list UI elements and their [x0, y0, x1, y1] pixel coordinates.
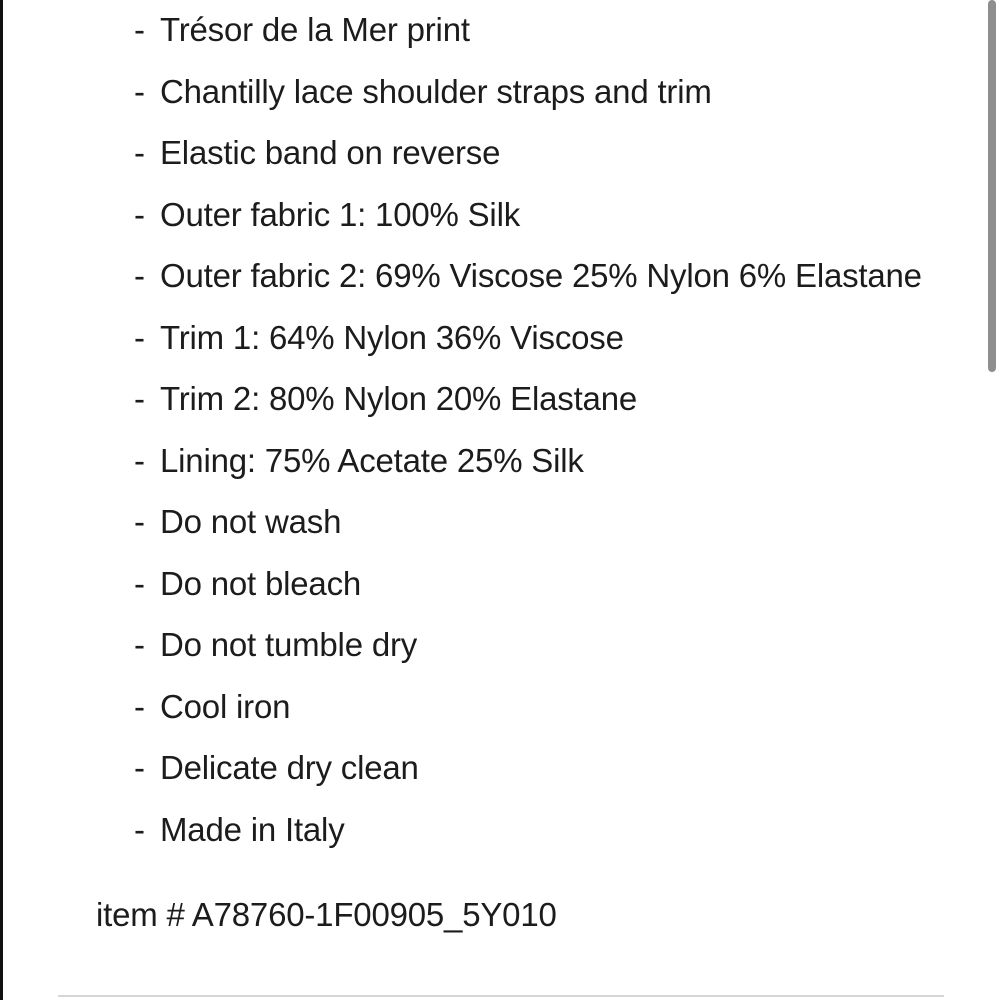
bullet-dash: -	[134, 626, 145, 663]
detail-item-lining	[134, 439, 922, 501]
detail-text: Do not wash	[160, 503, 342, 540]
detail-text: Outer fabric 2: 69% Viscose 25% Nylon 6% Elastane	[160, 257, 922, 294]
bullet-dash: -	[134, 134, 145, 171]
detail-text: Chantilly lace shoulder straps and trim	[160, 72, 712, 110]
item-number: item # A78760-1F00905_5Y010	[96, 896, 557, 933]
detail-text: Elastic band on reverse	[160, 134, 501, 171]
detail-item-care-dry-clean	[134, 746, 922, 808]
bullet-dash: -	[134, 749, 145, 786]
section-divider	[58, 995, 944, 997]
bullet-dash: -	[134, 441, 145, 479]
scrollbar[interactable]	[986, 0, 1000, 1000]
detail-text: Delicate dry clean	[160, 749, 419, 786]
detail-item-care-wash	[134, 500, 922, 562]
detail-item-care-tumble-dry	[134, 623, 922, 685]
product-details-list	[134, 8, 922, 869]
bullet-dash: -	[134, 11, 145, 48]
detail-text: Outer fabric 1: 100% Silk	[160, 195, 520, 233]
detail-item-origin	[134, 808, 922, 870]
bullet-dash: -	[134, 380, 145, 417]
detail-text: Trim 2: 80% Nylon 20% Elastane	[160, 380, 637, 417]
detail-text: Trésor de la Mer print	[160, 11, 470, 48]
bullet-dash: -	[134, 503, 145, 540]
detail-text: Do not tumble dry	[160, 626, 418, 663]
detail-item-print	[134, 8, 922, 70]
bullet-dash: -	[134, 318, 145, 356]
bullet-dash: -	[134, 687, 145, 725]
bullet-dash: -	[134, 72, 145, 110]
detail-text: Made in Italy	[160, 810, 345, 848]
detail-text: Lining: 75% Acetate 25% Silk	[160, 441, 584, 479]
detail-item-care-bleach	[134, 562, 922, 624]
detail-item-straps	[134, 70, 922, 132]
detail-item-trim-1	[134, 316, 922, 378]
detail-item-care-iron	[134, 685, 922, 747]
detail-item-outer-fabric-1	[134, 193, 922, 255]
detail-text: Cool iron	[160, 687, 291, 725]
detail-item-outer-fabric-2	[134, 254, 922, 316]
detail-item-trim-2	[134, 377, 922, 439]
scrollbar-thumb[interactable]	[988, 0, 996, 372]
bullet-dash: -	[134, 195, 145, 233]
bullet-dash: -	[134, 564, 145, 602]
detail-item-elastic-band	[134, 131, 922, 193]
detail-text: Do not bleach	[160, 564, 362, 602]
bullet-dash: -	[134, 810, 145, 848]
detail-text: Trim 1: 64% Nylon 36% Viscose	[160, 318, 624, 356]
bullet-dash: -	[134, 257, 145, 294]
